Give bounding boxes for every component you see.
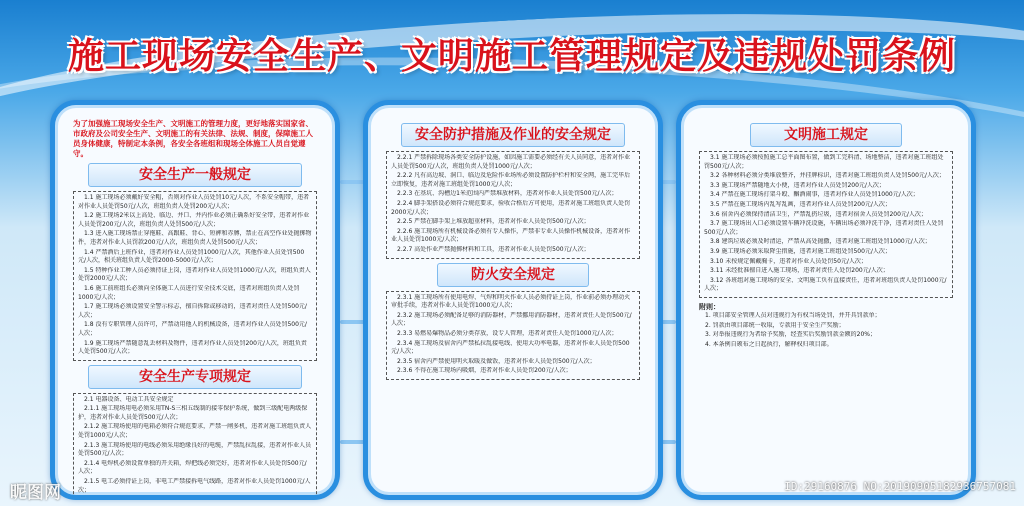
rule-item: 1.2 施工现场2米以上高处、临边、井口、井内作业必须正确系好安全带，违者对作业人员处罚200元/人次，班组负责人处罚500元/人次； bbox=[78, 212, 310, 228]
rule-item: 1.6 施工前班组长必须向全体施工人员进行安全技术交底，违者对班组负责人处罚1000元/人次； bbox=[78, 284, 300, 301]
section-title-protection: 安全防护措施及作业的安全规定 bbox=[401, 123, 625, 147]
rule-item: 1.7 施工现场必须设置安全警示标志，擅自拆除或移动的，违者对责任人处罚500元/人次； bbox=[78, 303, 307, 319]
rule-item: 2.2.7 高处作业严禁抛掷材料和工具，违者对作业人员处罚500元/人次； bbox=[397, 245, 590, 253]
rule-item: 3.4 严禁在施工现场打架斗殴、酗酒闹事，违者对作业人员处罚1000元/人次； bbox=[710, 191, 919, 199]
rule-item: 2.3.4 施工现场及宿舍内严禁私拉乱接电线、使用大功率电器，违者对作业人员处罚500元/人次； bbox=[391, 339, 630, 356]
rule-item: 1.3 进入施工现场禁止穿拖鞋、高跟鞋、背心、短裤和赤膊，禁止在高空作业处抛掷物件，违者对作业人员罚款200元/人次，班组负责人处罚500元/人次； bbox=[78, 230, 312, 246]
rule-item: 2.2.2 凡有高边坡、洞口、临边及危险作业场所必须设置防护栏杆和安全网，施工完毕后立即恢复，违者对施工班组处罚1000元/人次； bbox=[391, 172, 631, 188]
rule-item: 3. 对举报违规行为者给予奖励，经查实后奖励罚款金额的20%； bbox=[705, 331, 876, 339]
rule-item: 1.4 严禁酒后上班作业，违者对作业人员处罚1000元/人次，其他作业人员处罚500元/人次，相关班组负责人处罚2000-5000元/人次； bbox=[78, 248, 305, 265]
rule-item: 2.1.4 电焊机必须设置单独的开关箱，焊把线必须完好，违者对作业人员处罚500元/人次； bbox=[78, 459, 307, 476]
rule-item: 2.3.2 施工现场必须配备足够的消防器材，严禁挪用消防器材，违者对责任人处罚500元/人次； bbox=[391, 311, 632, 328]
section-title-special: 安全生产专项规定 bbox=[88, 365, 303, 389]
rule-item: 1.1 施工现场必须戴好安全帽，否则对作业人员处罚10元/人次，不系安全帽带，违者对作业人员处罚50元/人次，班组负责人处罚200元/人次； bbox=[78, 194, 310, 210]
rule-item: 2.3.6 不得在施工现场内吸烟，违者对作业人员处罚200元/人次； bbox=[397, 367, 572, 375]
section-title-general: 安全生产一般规定 bbox=[88, 163, 303, 187]
section-title-fire: 防火安全规定 bbox=[437, 263, 589, 287]
attachment-list bbox=[699, 312, 953, 349]
rule-item: 2.1.2 施工现场使用的电箱必须符合规范要求，严禁一闸多机，违者对施工班组负责人处罚1000元/人次； bbox=[78, 423, 312, 440]
rule-item: 2. 罚款由项目部统一收取，专款用于安全生产奖励； bbox=[705, 321, 845, 329]
page-title: 施工现场安全生产、文明施工管理规定及违规处罚条例 bbox=[67, 36, 956, 77]
middle-panel bbox=[363, 100, 663, 500]
rules-list-civilized bbox=[699, 151, 953, 298]
rule-item: 3.9 施工现场必须采取降尘措施，违者对施工班组处罚500元/人次； bbox=[710, 247, 891, 255]
rule-item: 2.1.3 施工现场使用的电线必须采用绝缘良好的电缆，严禁乱拉乱接，违者对作业人员处罚500元/人次； bbox=[78, 441, 312, 458]
rule-item: 1.8 没有专职管理人员许可，严禁动用他人的机械设备，违者对作业人员处罚500元/人次； bbox=[78, 321, 307, 337]
rule-item: 3.2 各种材料必须分类堆放整齐，并挂牌标识，违者对施工班组负责人处罚500元/人次； bbox=[710, 172, 945, 180]
rule-item: 3.6 宿舍内必须保持清洁卫生，严禁乱扔垃圾，违者对宿舍人员处罚200元/人次； bbox=[710, 210, 927, 218]
rule-item: 3.11 未经批准擅自进入施工现场，违者对责任人处罚200元/人次； bbox=[710, 267, 889, 275]
section-title-civilized: 文明施工规定 bbox=[750, 123, 902, 147]
rule-item: 3.12 各班组对施工现场的安全、文明施工负有直接责任，违者对班组负责人处罚1000元/人次； bbox=[704, 276, 947, 293]
rule-item: 1.5 特种作业工种人员必须持证上岗，违者对作业人员处罚1000元/人次，班组负责人处罚2000元/人次； bbox=[78, 266, 311, 283]
rules-list-protection bbox=[386, 151, 640, 259]
rule-item: 3.8 建筑垃圾必须及时清运，严禁从高处抛撒，违者对施工班组处罚1000元/人次； bbox=[710, 238, 931, 246]
right-panel bbox=[676, 100, 976, 500]
rule-item: 2.2.3 在基坑、沟槽边1米范围内严禁堆放材料，违者对作业人员处罚500元/人次； bbox=[397, 190, 618, 198]
rule-item: 2.2.4 脚手架搭设必须符合规范要求，验收合格后方可使用，违者对施工班组负责人处罚2000元/人次； bbox=[391, 199, 631, 216]
rule-item: 1.9 施工现场严禁随意乱丢材料及物件，违者对作业人员处罚200元/人次，班组负责人处罚500元/人次； bbox=[78, 339, 307, 356]
left-panel bbox=[50, 100, 340, 500]
rule-item: 3.5 严禁在施工现场内乱写乱画，违者对作业人员处罚200元/人次； bbox=[710, 200, 891, 208]
rule-item: 4. 本条例自颁布之日起执行，解释权归项目部。 bbox=[705, 340, 833, 348]
watermark-logo: 昵图网 bbox=[10, 483, 61, 503]
rule-item: 2.3.1 施工现场所有使用电焊、气焊和明火作业人员必须持证上岗，作业前必须办理动火审批手续，违者对作业人员处罚1000元/人次； bbox=[391, 293, 631, 310]
rule-item: 2.2.6 施工现场所有机械设备必须有专人操作，严禁非专业人员操作机械设备，违者对作业人员处罚1000元/人次； bbox=[391, 227, 631, 244]
rules-list-special bbox=[73, 393, 317, 500]
rule-item: 3.7 施工现场出入口必须设置车辆冲洗设施，车辆出场必须冲洗干净，违者对责任人处罚500元/人次； bbox=[704, 220, 944, 236]
rule-item: 2.3.5 宿舍内严禁使用明火取暖及做饭，违者对作业人员处罚500元/人次； bbox=[397, 357, 596, 365]
rule-item: 2.2.5 严禁在脚手架上堆放超重材料，违者对作业人员处罚500元/人次； bbox=[397, 218, 590, 226]
rule-item: 3.10 未按规定佩戴胸卡，违者对作业人员处罚50元/人次； bbox=[710, 257, 867, 265]
rule-item: 2.3.3 易燃易爆物品必须分类存放，设专人管理，违者对责任人处罚1000元/人次； bbox=[397, 329, 618, 337]
rule-item: 3.1 施工现场必须按照施工总平面图布置，做到工完料清、场地整洁，违者对施工班组处罚500元/人次； bbox=[704, 154, 944, 170]
rules-list-fire bbox=[386, 291, 640, 380]
rule-item: 2.1.1 施工现场用电必须采用TN-S三相五线制的接零保护系统，做到三级配电两级保护，违者对作业人员处罚500元/人次； bbox=[78, 405, 308, 421]
rule-item: 2.2.1 严禁拆除现场各类安全防护设施，如因施工需要必须经有关人员同意，违者对作业人员处罚500元/人次，班组负责人处罚1000元/人次； bbox=[391, 154, 631, 170]
watermark-id: ID:29160876 NO:20190905182936757081 bbox=[784, 480, 1016, 493]
title-bar bbox=[0, 26, 1024, 88]
intro-text: 为了加强施工现场安全生产、文明施工的管理力度，更好地落实国家省、市政府及公司安全生产、文明施工的有关法律、法规、制度，保障施工人员身体健康，特制定本条例，各安全各班组和现场全体施工人员自觉遵守。 bbox=[73, 119, 313, 158]
rule-item: 1. 项目部安全管理人员对违规行为有权当场处罚，并开具罚款单； bbox=[705, 311, 881, 319]
rule-item: 2.1.5 电工必须持证上岗，非电工严禁接拆电气线路，违者对作业人员处罚1000元/人次； bbox=[78, 478, 311, 494]
rule-item: 2.1 电器设备、电动工具安全规定 bbox=[84, 395, 174, 403]
rule-item: 3.3 施工现场严禁随地大小便，违者对作业人员处罚200元/人次； bbox=[710, 181, 885, 189]
rules-list-general bbox=[73, 191, 317, 361]
attachment-title: 附则： bbox=[699, 302, 720, 311]
